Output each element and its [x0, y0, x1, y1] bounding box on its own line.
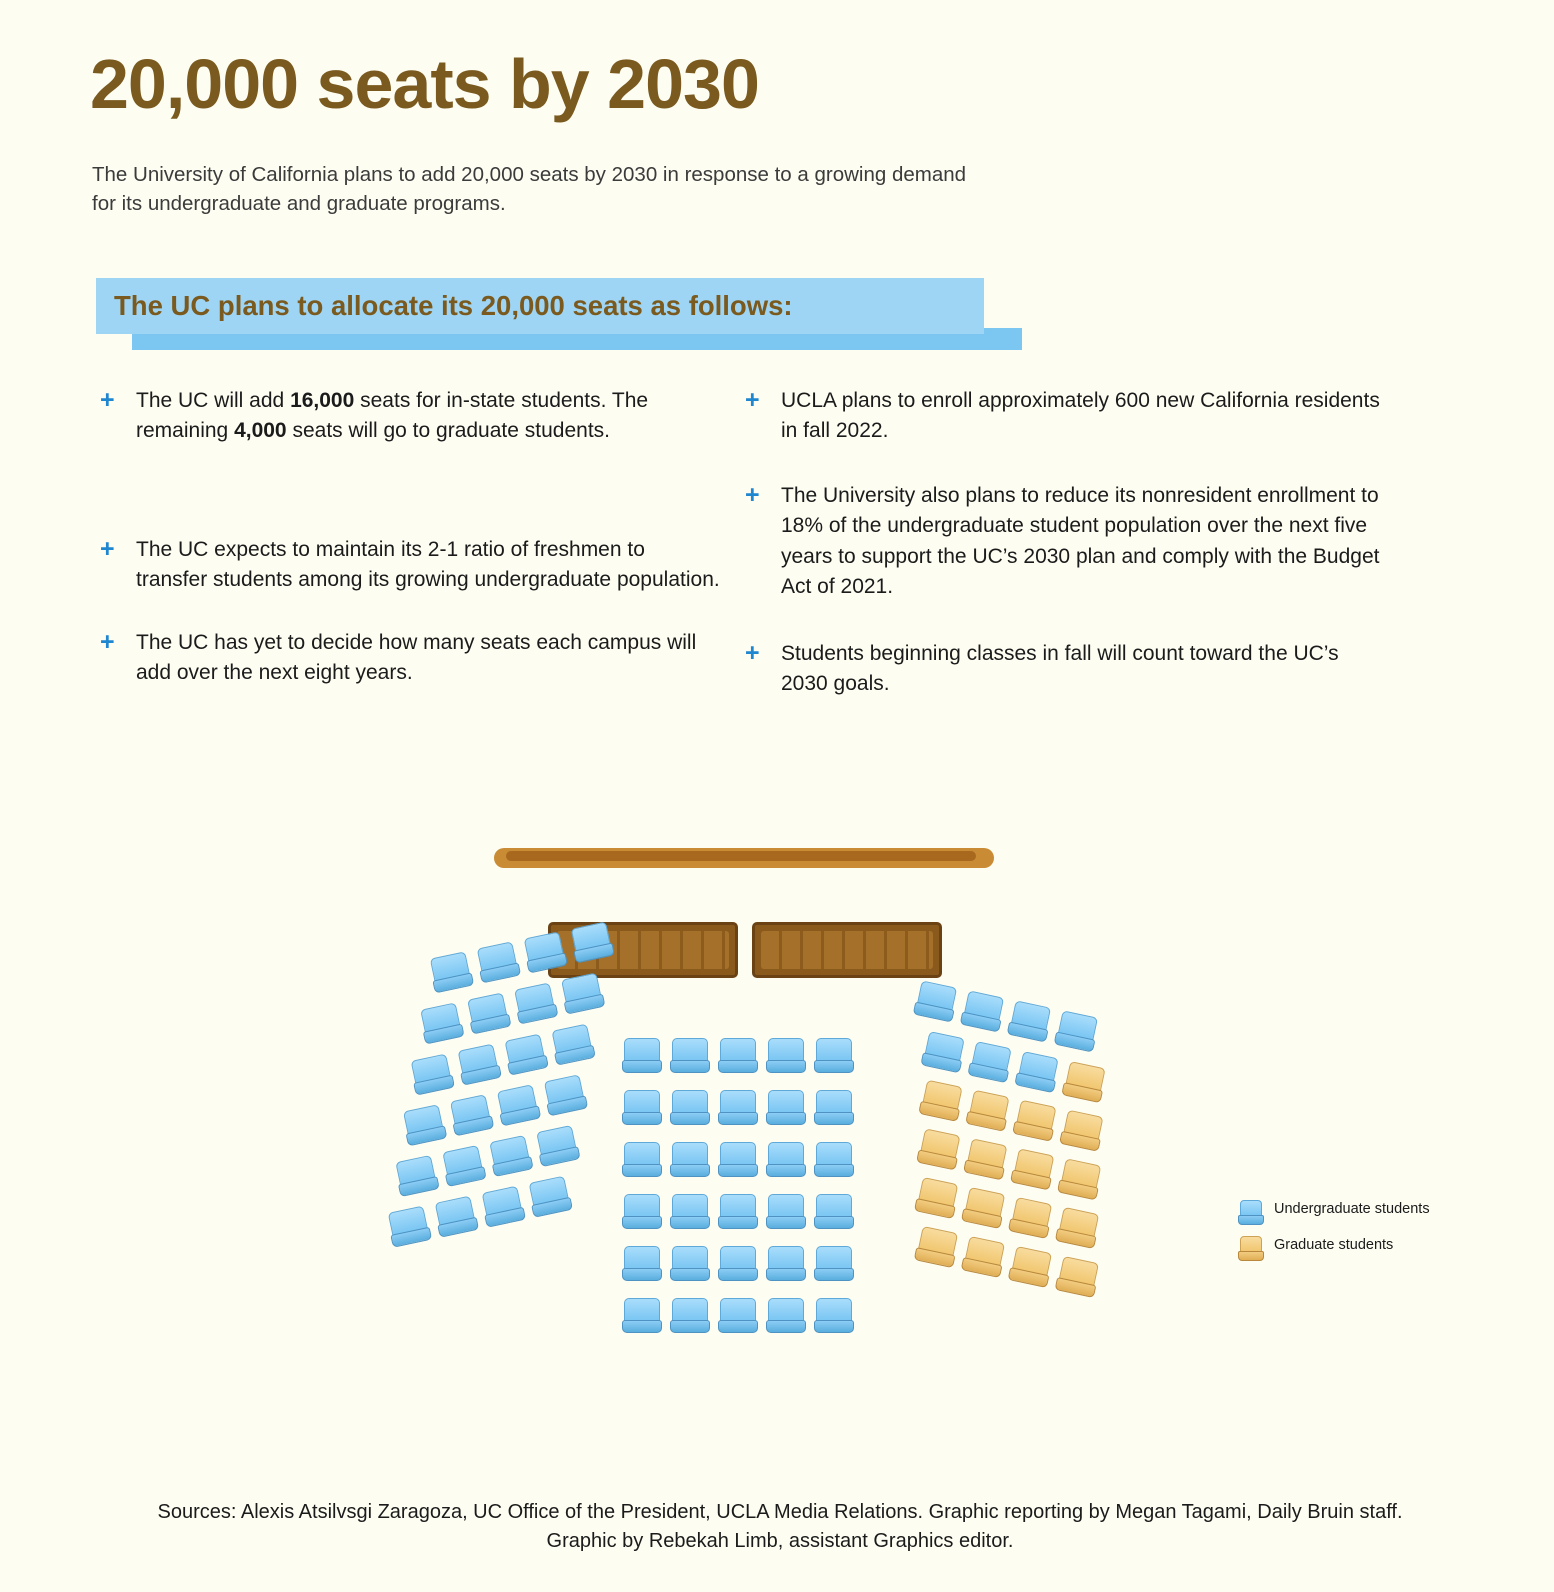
seat-blue [480, 1185, 527, 1229]
seat-base [670, 1216, 710, 1229]
seat-blue [393, 1154, 440, 1198]
seat-base [718, 1060, 758, 1073]
seat-blue [409, 1053, 456, 1097]
seat-blue [814, 1090, 854, 1126]
legend-item [1238, 1200, 1498, 1218]
seat-gold [916, 1128, 963, 1172]
seat-blue [814, 1038, 854, 1074]
seat-base [766, 1164, 806, 1177]
seat-blue [814, 1194, 854, 1230]
seat-blue [512, 982, 559, 1026]
bullet-text: The UC expects to maintain its 2-1 ratio of freshmen to transfer students among its growing undergraduate population. [136, 537, 720, 592]
seat-gold [1007, 1246, 1054, 1290]
seat-gold [1059, 1109, 1106, 1153]
bullet-text: The UC has yet to decide how many seats each campus will add over the next eight years. [136, 630, 697, 685]
plus-icon: + [100, 386, 115, 414]
page-title: 20,000 seats by 2030 [90, 45, 759, 123]
seat-blue [622, 1090, 662, 1126]
legend-label: Undergraduate students [1274, 1201, 1430, 1217]
seat-blue [401, 1104, 448, 1148]
bullet-text: UCLA plans to enroll approximately 600 new California residents in fall 2022. [781, 389, 1380, 443]
plus-icon: + [100, 534, 115, 563]
seat-base [766, 1216, 806, 1229]
seat-blue [670, 1194, 710, 1230]
theater-seating-diagram [0, 830, 1554, 1390]
seat-blue [766, 1090, 806, 1126]
seat-blue [766, 1298, 806, 1334]
seat-blue [718, 1194, 758, 1230]
seat-blue [814, 1142, 854, 1178]
seat-blue [814, 1298, 854, 1334]
seat-blue [913, 980, 960, 1024]
seat-blue [550, 1023, 597, 1067]
seat-base [766, 1060, 806, 1073]
seat-base [670, 1060, 710, 1073]
seat-base [766, 1320, 806, 1333]
seat-gold [1012, 1099, 1059, 1143]
seat-blue [766, 1142, 806, 1178]
seat-gold [961, 1187, 1008, 1231]
seat-gold [918, 1079, 965, 1123]
bench-right [752, 922, 942, 978]
banner-title: The UC plans to allocate its 20,000 seats as follows: [114, 290, 793, 321]
seat-base [718, 1268, 758, 1281]
seat-base [622, 1216, 662, 1229]
seat-blue [670, 1298, 710, 1334]
legend-seat-icon [1238, 1200, 1264, 1226]
seat-base [814, 1164, 854, 1177]
seat-gold [1008, 1196, 1055, 1240]
seat-blue [670, 1090, 710, 1126]
seat-blue [475, 941, 522, 985]
seat-base [670, 1268, 710, 1281]
bullet-item [745, 481, 1385, 603]
seat-blue [440, 1145, 487, 1189]
seat-blue [542, 1074, 589, 1118]
allocation-banner [96, 278, 1022, 350]
seat-blue [386, 1205, 433, 1249]
seat-gold [1061, 1061, 1108, 1105]
bullet-item [100, 628, 720, 689]
seat-base [622, 1268, 662, 1281]
seat-base [718, 1320, 758, 1333]
seat-blue [495, 1084, 542, 1128]
page-subtitle: The University of California plans to add 20,000 seats by 2030 in response to a growing demand for its undergraduate and graduate programs. [92, 163, 967, 216]
seat-gold [1010, 1148, 1057, 1192]
seat-blue [920, 1031, 967, 1075]
seat-gold [914, 1177, 961, 1221]
seat-gold [963, 1138, 1010, 1182]
legend [1238, 1200, 1498, 1272]
seat-base [766, 1112, 806, 1125]
seat-base [622, 1060, 662, 1073]
legend-seat-icon [1238, 1236, 1264, 1262]
seat-blue [766, 1038, 806, 1074]
seat-base [814, 1216, 854, 1229]
bullet-item [100, 535, 720, 596]
seat-base [670, 1164, 710, 1177]
plus-icon: + [100, 627, 115, 656]
legend-label: Graduate students [1274, 1237, 1394, 1254]
seat-blue [428, 951, 475, 995]
seat-base [622, 1112, 662, 1125]
seat-blue [718, 1038, 758, 1074]
seat-blue [1014, 1051, 1061, 1095]
seat-blue [766, 1246, 806, 1282]
seat-blue [559, 972, 606, 1016]
plus-icon: + [745, 386, 760, 414]
seat-blue [814, 1246, 854, 1282]
seat-blue [456, 1043, 503, 1087]
stage-rail-inner [506, 851, 976, 861]
sources-credit: Sources: Alexis Atsilvsgi Zaragoza, UC Office of the President, UCLA Media Relations. Graphic reporting by Megan Tagami, Daily Bruin staff. Graphic by Rebekah Limb, assistant Graphics editor. [157, 1501, 1403, 1552]
bullet-text: The UC will add 16,000 seats for in-state students. The remaining 4,000 seats will go to graduate students. [136, 389, 649, 443]
seat-gold [1057, 1158, 1104, 1202]
seat-blue [670, 1246, 710, 1282]
seat-blue [622, 1038, 662, 1074]
seat-base [718, 1216, 758, 1229]
seat-base [1238, 1251, 1264, 1261]
seat-gold [913, 1226, 960, 1270]
seat-blue [448, 1094, 495, 1138]
seat-blue [503, 1033, 550, 1077]
seat-base [814, 1320, 854, 1333]
seat-blue [718, 1246, 758, 1282]
seat-blue [622, 1246, 662, 1282]
plus-icon: + [745, 480, 760, 509]
seat-base [1238, 1215, 1264, 1225]
seat-base [718, 1112, 758, 1125]
seat-blue [433, 1195, 480, 1239]
seat-gold [960, 1236, 1007, 1280]
bullet-item [100, 386, 720, 447]
seat-base [622, 1320, 662, 1333]
seat-base [718, 1164, 758, 1177]
seat-blue [465, 992, 512, 1036]
seat-gold [1055, 1206, 1102, 1250]
seat-blue [1006, 1000, 1053, 1044]
seat-gold [965, 1089, 1012, 1133]
seat-base [622, 1164, 662, 1177]
seat-blue [534, 1125, 581, 1169]
seat-base [670, 1112, 710, 1125]
seat-blue [670, 1038, 710, 1074]
bullet-item [745, 639, 1385, 700]
seat-blue [967, 1041, 1014, 1085]
banner-bar [96, 278, 984, 334]
seat-base [814, 1268, 854, 1281]
plus-icon: + [745, 638, 760, 667]
seat-blue [622, 1298, 662, 1334]
seat-base [670, 1320, 710, 1333]
seat-blue [670, 1142, 710, 1178]
seat-base [814, 1112, 854, 1125]
seat-gold [1054, 1256, 1101, 1300]
seat-blue [487, 1135, 534, 1179]
seat-blue [718, 1090, 758, 1126]
seat-blue [718, 1298, 758, 1334]
seat-blue [718, 1142, 758, 1178]
seat-blue [622, 1142, 662, 1178]
bullet-column-left [100, 386, 720, 717]
seat-blue [766, 1194, 806, 1230]
bullet-item [745, 386, 1385, 447]
seat-base [766, 1268, 806, 1281]
seat-blue [959, 990, 1006, 1034]
bullet-text: Students beginning classes in fall will count toward the UC’s 2030 goals. [781, 641, 1339, 696]
seat-blue [1053, 1010, 1100, 1054]
seat-blue [527, 1175, 574, 1219]
bullet-column-right [745, 386, 1385, 728]
bullet-text: The University also plans to reduce its nonresident enrollment to 18% of the undergraduate student population over the next five years to support the UC’s 2030 plan and comply with the Budget Act of 2021. [781, 483, 1380, 599]
seat-blue [418, 1002, 465, 1046]
legend-item [1238, 1236, 1498, 1254]
seat-base [814, 1060, 854, 1073]
seat-blue [622, 1194, 662, 1230]
